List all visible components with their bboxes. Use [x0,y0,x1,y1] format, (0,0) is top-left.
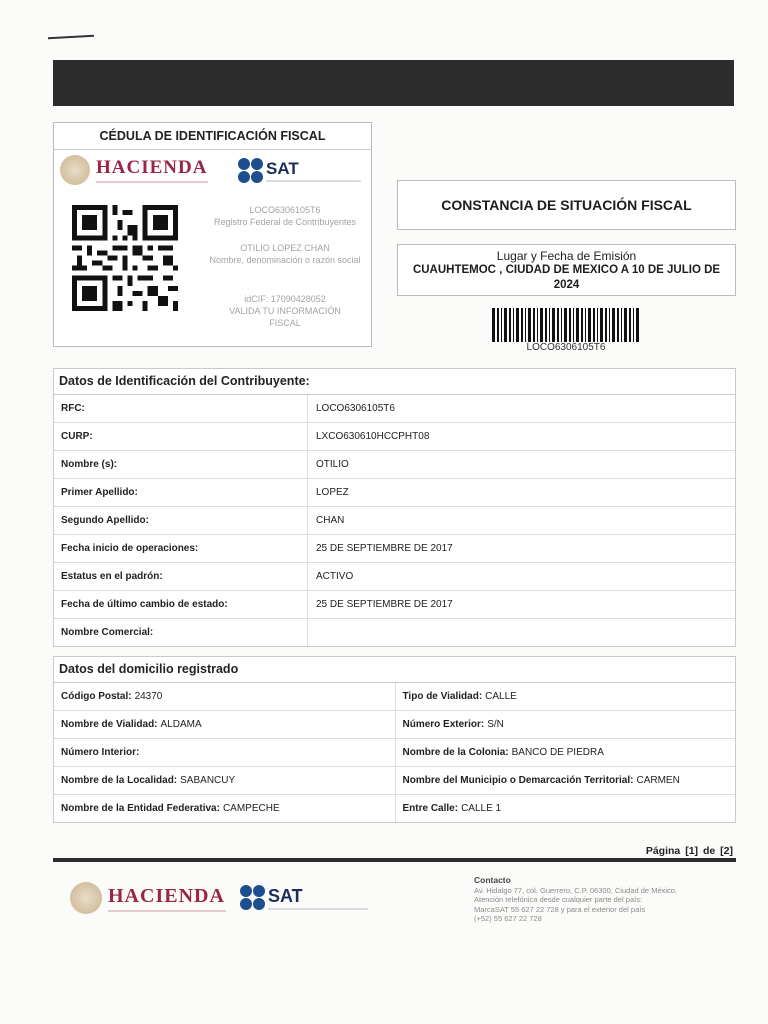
barcode-bar [528,308,531,342]
barcode-bar [621,308,622,342]
barcode-bar [545,308,547,342]
barcode-icon [492,308,640,342]
hacienda-logo-text: HACIENDA [96,157,208,178]
cedula-rfc-label: Registro Federal de Contribuyentes [213,217,357,227]
field-label: Número Exterior: [402,719,485,730]
contact-line: Av. Hidalgo 77, col. Guerrero, C.P. 06300, Ciudad de México. [474,885,678,895]
footer-sat-logo [240,885,368,910]
field-label: Fecha de último cambio de estado: [54,591,308,618]
contact-line: Atención telefónica desde cualquier parte del país: [474,895,643,904]
barcode-bar [576,308,579,342]
barcode-bar [597,308,598,342]
address-field [54,711,395,738]
logo-subline [266,180,361,182]
cedula-rfc: LOCO6306105T6 [249,205,321,215]
field-value: CHAN [316,515,345,526]
table-row [54,423,735,451]
sat-dots-icon [240,885,265,910]
field-label: Código Postal: [61,691,132,702]
identificacion-section [53,368,736,647]
barcode-bar [617,308,619,342]
table-row [54,451,735,479]
domicilio-title: Datos del domicilio registrado [54,657,735,683]
address-field [54,795,395,822]
address-field [395,739,736,766]
cedula-idcif: idCIF: 17090428052 [244,294,326,304]
field-label: RFC: [54,395,308,422]
table-row [54,767,735,795]
address-field [54,767,395,794]
field-label: Número Interior: [61,747,140,758]
address-field [395,711,736,738]
address-field [54,739,395,766]
field-label: Nombre de la Localidad: [61,775,178,786]
footer-hacienda-logo [70,882,226,914]
field-value: CARMEN [636,775,680,786]
sat-logo-text: SAT [268,885,303,906]
barcode-bar [588,308,591,342]
address-field [395,767,736,794]
domicilio-section [53,656,736,823]
field-label: Nombre de la Entidad Federativa: [61,803,220,814]
address-field [395,683,736,710]
header-bar [53,60,734,106]
field-value: LOCO6306105T6 [316,403,395,414]
table-row [54,507,735,535]
field-value: LOPEZ [316,487,349,498]
field-value: LXCO630610HCCPHT08 [316,431,430,442]
cedula-title: CÉDULA DE IDENTIFICACIÓN FISCAL [99,129,326,143]
barcode-bar [612,308,615,342]
table-row [54,739,735,767]
field-value: CAMPECHE [222,803,280,814]
constancia-title: CONSTANCIA DE SITUACIÓN FISCAL [397,180,736,230]
page-indicator: Página [1] de [2] [645,845,733,857]
barcode-bar [549,308,550,342]
barcode-bar [540,308,543,342]
identificacion-title: Datos de Identificación del Contribuyente: [54,369,735,395]
logo-subline [96,181,208,183]
field-value: 25 DE SEPTIEMBRE DE 2017 [316,543,453,554]
contact-block [474,876,744,924]
table-row [54,619,735,646]
lugar-box [397,244,736,296]
table-row [54,395,735,423]
cedula-valida: VALIDA TU INFORMACIÓN FISCAL [229,306,341,328]
field-value: ACTIVO [316,571,354,582]
field-value: ALDAMA [160,719,202,730]
field-value [308,619,735,646]
field-label: Estatus en el padrón: [54,563,308,590]
field-value: CALLE 1 [461,803,502,814]
barcode-bar [636,308,639,342]
table-row [54,591,735,619]
lugar-value: CUAUHTEMOC , CIUDAD DE MEXICO A 10 DE JULIO DE 2024 [412,264,721,291]
barcode-bar [609,308,610,342]
contact-line: MarcaSAT 55 627 22 728 y para el exterior del país [474,904,646,914]
address-field [395,795,736,822]
divider [54,149,371,150]
table-row [54,479,735,507]
barcode-bar [624,308,627,342]
field-label: Tipo de Vialidad: [402,691,483,702]
barcode-text: LOCO6306105T6 [526,342,606,353]
barcode-bar [569,308,571,342]
contact-title: Contacto [474,875,511,885]
barcode-bar [521,308,523,342]
barcode-bar [516,308,519,342]
field-value: CALLE [485,691,517,702]
barcode-bar [573,308,574,342]
barcode-bar [509,308,511,342]
barcode-bar [497,308,499,342]
logo-subline [268,908,368,910]
barcode-bar [561,308,562,342]
field-label: Nombre Comercial: [54,619,308,646]
field-value: BANCO DE PIEDRA [511,747,604,758]
table-row [54,563,735,591]
barcode-bar [525,308,526,342]
barcode-bar [533,308,535,342]
sat-logo-text: SAT [266,159,299,178]
barcode-bar [585,308,586,342]
field-label: CURP: [54,423,308,450]
cedula-nombre: OTILIO LOPEZ CHAN [240,243,330,253]
table-row [54,711,735,739]
barcode-bar [581,308,583,342]
barcode-bar [552,308,555,342]
hacienda-logo-text: HACIENDA [108,884,225,907]
barcode-bar [557,308,559,342]
field-label: Nombre de Vialidad: [61,719,158,730]
field-label: Segundo Apellido: [54,507,308,534]
qr-code-icon [72,205,178,311]
barcode-bar [600,308,603,342]
table-row [54,795,735,822]
lugar-label: Lugar y Fecha de Emisión [496,249,637,263]
field-label: Nombre del Municipio o Demarcación Territorial: [402,775,634,786]
barcode-bar [605,308,607,342]
hacienda-logo [60,155,208,185]
scan-mark [48,35,94,39]
table-row [54,683,735,711]
field-value: SABANCUY [180,775,236,786]
barcode-bar [504,308,507,342]
barcode-bar [633,308,634,342]
barcode-bar [564,308,567,342]
contact-line: (+52) 55 627 22 728 [474,914,542,923]
table-row [54,535,735,563]
field-label: Nombre (s): [54,451,308,478]
logo-subline [108,910,226,912]
field-label: Entre Calle: [402,803,459,814]
field-label: Nombre de la Colonia: [402,747,509,758]
seal-icon [60,155,90,185]
field-label: Fecha inicio de operaciones: [54,535,308,562]
sat-dots-icon [238,158,263,183]
seal-icon [70,882,102,914]
barcode-bar [501,308,502,342]
barcode-bar [629,308,631,342]
sat-logo [238,158,361,183]
barcode-bar [537,308,538,342]
cedula-nombre-label: Nombre, denominación o razón social [209,255,361,265]
barcode-bar [513,308,514,342]
barcode-bar [492,308,495,342]
field-label: Primer Apellido: [54,479,308,506]
field-value: 24370 [134,691,163,702]
field-value: OTILIO [316,459,349,470]
field-value: S/N [487,719,504,730]
field-value: 25 DE SEPTIEMBRE DE 2017 [316,599,453,610]
footer-bar [53,858,736,862]
address-field [54,683,395,710]
barcode-bar [593,308,595,342]
